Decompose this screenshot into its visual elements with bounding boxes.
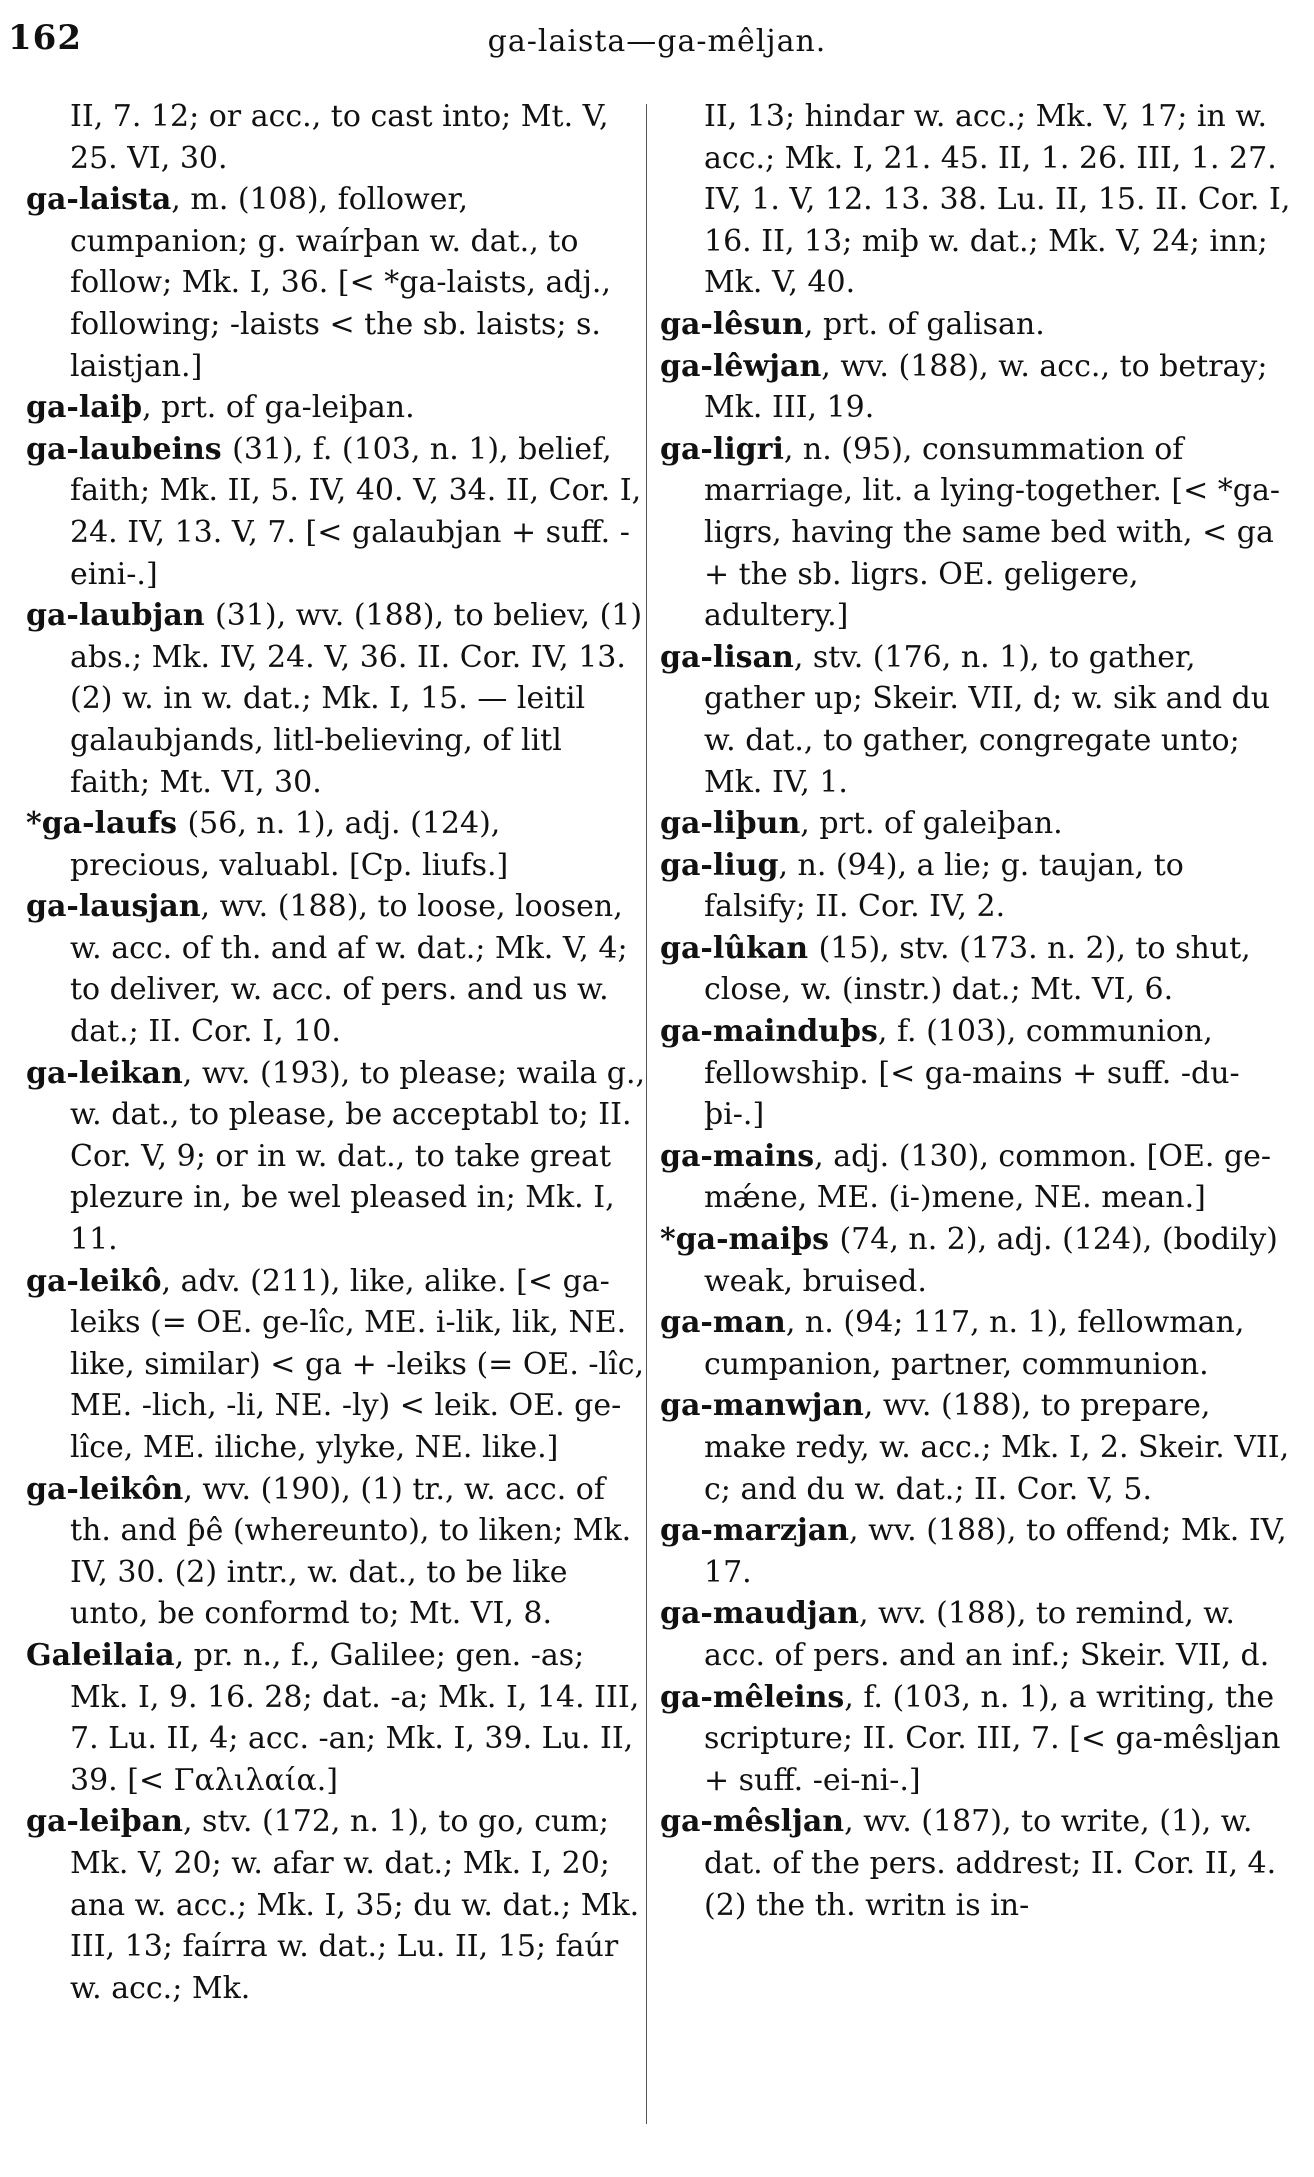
dictionary-entry: ga-laista, m. (108), follower, cumpanion; g. waírþan w. dat., to follow; Mk. I, 36. [< *ga-laists, adj., following; -laists < the sb. laists; s. laistjan.] xyxy=(26,182,611,384)
headword: ga-mains xyxy=(660,1138,815,1174)
continuation-text: II, 7. 12; or acc., to cast into; Mt. V, 25. VI, 30. xyxy=(70,99,609,176)
right-column xyxy=(660,96,1292,1926)
headword: ga-mêleins xyxy=(660,1679,845,1715)
dictionary-entry: ga-laiþ, prt. of ga-leiþan. xyxy=(26,390,415,426)
running-head: ga-laista—ga-mêljan. xyxy=(487,24,827,59)
column-divider xyxy=(646,104,647,2124)
headword: *ga-laufs xyxy=(26,806,188,842)
dictionary-entry: ga-laubjan (31), wv. (188), to believ, (1) abs.; Mk. IV, 24. V, 36. II. Cor. IV, 13. (2) w. in w. dat.; Mk. I, 15. — leitil galaubjands, litl-believing, of litl faith; Mt. VI, 30. xyxy=(26,598,643,800)
dictionary-entry: ga-marzjan, wv. (188), to offend; Mk. IV, 17. xyxy=(660,1513,1287,1590)
dictionary-entry: ga-lausjan, wv. (188), to loose, loosen, w. acc. of th. and af w. dat.; Mk. V, 4; to deliver, w. acc. of pers. and us w. dat.; II. Cor. I, 10. xyxy=(26,889,628,1050)
dictionary-entry: ga-mainduþs, f. (103), communion, fellowship. [< ga-mains + suff. -du-þi-.] xyxy=(660,1014,1240,1133)
headword: ga-liug xyxy=(660,847,779,883)
dictionary-entry: ga-man, n. (94; 117, n. 1), fellowman, cumpanion, partner, communion. xyxy=(660,1305,1245,1382)
headword: ga-laiþ xyxy=(26,390,143,426)
dictionary-entry: ga-laubeins (31), f. (103, n. 1), belief, faith; Mk. II, 5. IV, 40. V, 34. II, Cor. I, 24. IV, 13. V, 7. [< galaubjan + suff. -eini-.] xyxy=(26,431,642,592)
dictionary-entry: ga-lêsun, prt. of galisan. xyxy=(660,306,1045,342)
headword: ga-lêsun xyxy=(660,306,804,342)
headword: ga-mainduþs xyxy=(660,1014,878,1050)
headword: ga-ligri xyxy=(660,431,784,467)
headword: Galeilaia xyxy=(26,1637,175,1673)
dictionary-entry: ga-lûkan (15), stv. (173. n. 2), to shut, close, w. (instr.) dat.; Mt. VI, 6. xyxy=(660,930,1251,1008)
dictionary-entry: ga-leikôn, wv. (190), (1) tr., w. acc. of th. and ƥê (whereunto), to liken; Mk. IV, 30. (2) intr., w. dat., to be like unto, be conformd to; Mt. VI, 8. xyxy=(26,1471,632,1632)
headword: ga-leikan xyxy=(26,1055,183,1091)
dictionary-entry: ga-lisan, stv. (176, n. 1), to gather, gather up; Skeir. VII, d; w. sik and du w. dat., to gather, congregate unto; Mk. IV, 1. xyxy=(660,639,1271,800)
headword: ga-leikôn xyxy=(26,1471,184,1507)
headword: ga-mêsljan xyxy=(660,1804,845,1840)
headword: ga-liþun xyxy=(660,806,801,842)
dictionary-entry: ga-mêleins, f. (103, n. 1), a writing, the scripture; II. Cor. III, 7. [< ga-mêsljan + suff. -ei-ni-.] xyxy=(660,1679,1281,1798)
dictionary-entry: ga-manwjan, wv. (188), to prepare, make redy, w. acc.; Mk. I, 2. Skeir. VII, c; and du w. dat.; II. Cor. V, 5. xyxy=(660,1388,1290,1507)
headword: ga-manwjan xyxy=(660,1388,864,1424)
dictionary-entry: ga-leiþan, stv. (172, n. 1), to go, cum; Mk. V, 20; w. afar w. dat.; Mk. I, 20; ana w. acc.; Mk. I, 35; du w. dat.; Mk. III, 13; faírra w. dat.; Lu. II, 15; faúr w. acc.; Mk. xyxy=(26,1804,640,2006)
headword: ga-man xyxy=(660,1305,786,1341)
left-column xyxy=(26,96,646,2009)
dictionary-entry: ga-leikan, wv. (193), to please; waila g., w. dat., to please, be acceptabl to; II. Cor. V, 9; or in w. dat., to take great plezure in, be wel pleased in; Mk. I, 11. xyxy=(26,1055,646,1258)
dictionary-entry: ga-leikô, adv. (211), like, alike. [< ga-leiks (= OE. ge-lîc, ME. i-lik, lik, NE. like, similar) < ga + -leiks (= OE. -lîc, ME. -lich, -li, NE. -ly) < leik. OE. ge-lîce, ME. iliche, ylyke, NE. like.] xyxy=(26,1263,645,1465)
dictionary-entry: Galeilaia, pr. n., f., Galilee; gen. -as; Mk. I, 9. 16. 28; dat. -a; Mk. I, 14. III, 7. Lu. II, 4; acc. -an; Mk. I, 39. Lu. II, 39. [< Γαλιλαία.] xyxy=(26,1637,640,1798)
dictionary-entry: ga-mains, adj. (130), common. [OE. ge-mǽne, ME. (i-)mene, NE. mean.] xyxy=(660,1138,1272,1216)
continuation-text: II, 13; hindar w. acc.; Mk. V, 17; in w. acc.; Mk. I, 21. 45. II, 1. 26. III, 1. 27. IV, 1. V, 12. 13. 38. Lu. II, 15. II. Cor. I, 16. II, 13; miþ w. dat.; Mk. V, 24; inn; Mk. V, 40. xyxy=(704,99,1291,301)
dictionary-entry: ga-liug, n. (94), a lie; g. taujan, to falsify; II. Cor. IV, 2. xyxy=(660,847,1184,925)
headword: ga-maudjan xyxy=(660,1596,859,1632)
dictionary-entry: *ga-laufs (56, n. 1), adj. (124), precious, valuabl. [Cp. liufs.] xyxy=(26,806,509,883)
headword: *ga-maiþs xyxy=(660,1222,840,1258)
headword: ga-leikô xyxy=(26,1263,162,1299)
dictionary-entry: ga-ligri, n. (95), consummation of marriage, lit. a lying-together. [< *ga-ligrs, having the same bed with, < ga + the sb. ligrs. OE. geligere, adultery.] xyxy=(660,431,1280,634)
headword: ga-lûkan xyxy=(660,930,819,966)
headword: ga-lisan xyxy=(660,639,794,675)
page-number: 162 xyxy=(8,18,82,58)
headword: ga-laista xyxy=(26,182,172,218)
dictionary-entry: ga-liþun, prt. of galeiþan. xyxy=(660,806,1063,842)
dictionary-entry: ga-mêsljan, wv. (187), to write, (1), w. dat. of the pers. addrest; II. Cor. II, 4. (2) the th. writn is in- xyxy=(660,1804,1277,1923)
dictionary-entry: ga-lêwjan, wv. (188), w. acc., to betray; Mk. III, 19. xyxy=(660,348,1268,426)
headword: ga-laubjan xyxy=(26,598,216,634)
headword: ga-lêwjan xyxy=(660,348,822,384)
dictionary-entry: *ga-maiþs (74, n. 2), adj. (124), (bodily) weak, bruised. xyxy=(660,1222,1278,1299)
headword: ga-laubeins xyxy=(26,431,233,467)
dictionary-entry: ga-maudjan, wv. (188), to remind, w. acc. of pers. and an inf.; Skeir. VII, d. xyxy=(660,1596,1270,1673)
headword: ga-leiþan xyxy=(26,1804,183,1840)
headword: ga-marzjan xyxy=(660,1513,849,1549)
headword: ga-lausjan xyxy=(26,889,201,925)
